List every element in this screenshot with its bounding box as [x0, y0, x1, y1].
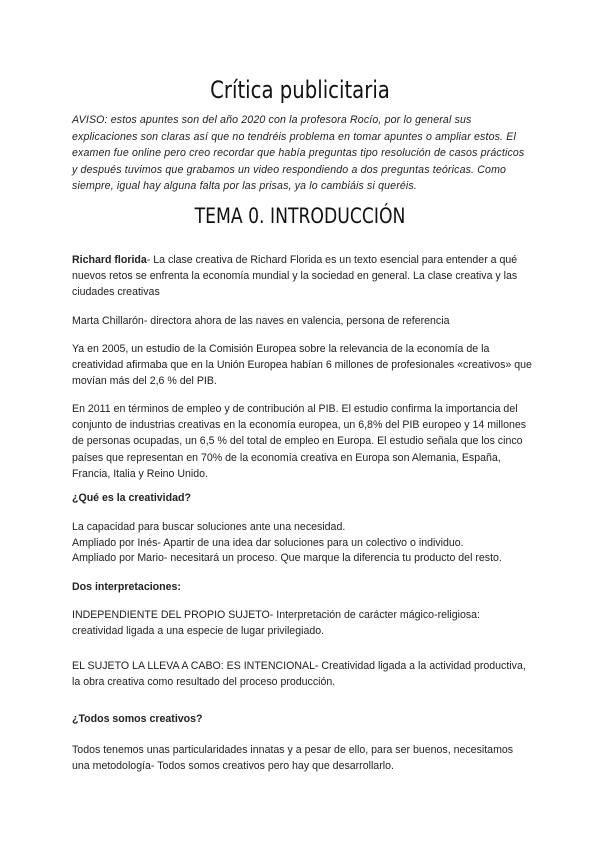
- interpretation-1: INDEPENDIENTE DEL PROPIO SUJETO- Interpretación de carácter mágico-religiosa: creatividad ligada a una especie de lugar privilegiado.: [72, 609, 480, 638]
- richard-florida-name: Richard florida: [72, 254, 147, 266]
- section-title: TEMA 0. INTRODUCCIÓN: [194, 204, 406, 228]
- heading-que-es-creatividad: ¿Qué es la creatividad?: [72, 492, 191, 504]
- interpretation-2: EL SUJETO LA LLEVA A CABO: ES INTENCIONAL- Creatividad ligada a la actividad productiva, la obra creativa como resultado del proceso producción.: [72, 660, 526, 689]
- document-title: Crítica publicitaria: [210, 76, 390, 104]
- paragraph-2011: En 2011 en términos de empleo y de contribución al PIB. El estudio confirma la importancia del conjunto de industrias creativas en la economía europea, un 6,8% del PIB europeo y 14 millones de personas ocupadas, un 6,5 % del total de empleo en Europa. El estudio señala que los cinco países que representan en 70% de la economía creativa en Europa son Alemania, España, Francia, Italia y Reino Unido.: [72, 403, 527, 480]
- definition-3: Ampliado por Mario- necesitará un proceso. Que marque la diferencia tu producto del resto.: [72, 552, 502, 564]
- paragraph-2005: Ya en 2005, un estudio de la Comisión Europea sobre la relevancia de la economía de la creatividad afirmaba que en la Unión Europea habían 6 millones de profesionales «creativos» que movían más del 2,6 % del PIB.: [72, 343, 532, 388]
- definition-2: Ampliado por Inés- Apartir de una idea dar soluciones para un colectivo o individuo.: [72, 537, 464, 549]
- richard-florida-text: - La clase creativa de Richard Florida es un texto esencial para entender a qué nuevos retos se enfrenta la economía mundial y la sociedad en general. La clase creativa y las ciudades creativas: [72, 254, 518, 299]
- definition-1: La capacidad para buscar soluciones ante una necesidad.: [72, 521, 346, 533]
- todos-paragraph: Todos tenemos unas particularidades innatas y a pesar de ello, para ser buenos, necesitamos una metodología- Todos somos creativos pero hay que desarrollarlo.: [72, 744, 514, 773]
- richard-florida-paragraph: [72, 252, 532, 301]
- notice-paragraph: AVISO: estos apuntes son del año 2020 con la profesora Rocío, por lo general sus explicaciones son claras así que no tendréis problema en tomar apuntes o ampliar estos. El examen fue online pero creo recordar que había preguntas tipo resolución de casos prácticos y después tuvimos que grabamos un video respondiendo a dos preguntas teóricas. Como siempre, igual hay alguna falta por las prisas, ya lo cambiáis si queréis.: [72, 114, 525, 193]
- heading-dos-interpretaciones: Dos interpretaciones:: [72, 581, 181, 593]
- heading-todos-somos-creativos: ¿Todos somos creativos?: [72, 713, 203, 725]
- marta-paragraph: Marta Chillarón- directora ahora de las naves en valencia, persona de referencia: [72, 315, 450, 327]
